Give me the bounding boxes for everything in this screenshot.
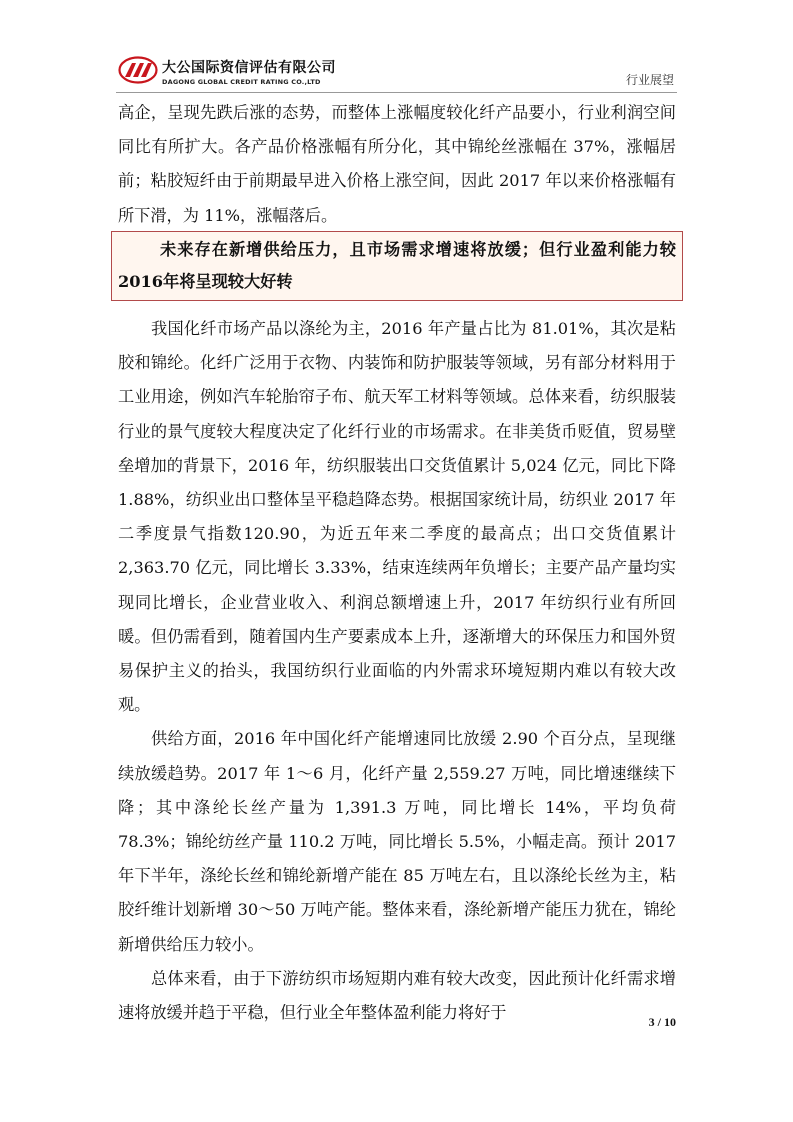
main-body (118, 312, 676, 1030)
company-name-cn: 大公国际资信评估有限公司 (162, 60, 336, 76)
section-label: 行业展望 (625, 73, 674, 87)
intro-block (118, 96, 676, 233)
callout-heading: 未来存在新增供给压力，且市场需求增速将放缓；但行业盈利能力较2016年将呈现较大好转 (118, 240, 676, 291)
header-divider (116, 92, 677, 93)
dagong-logo-icon (118, 56, 158, 84)
company-brand (162, 57, 336, 86)
callout-box (111, 231, 683, 301)
company-name-en: DAGONG GLOBAL CREDIT RATING CO.,LTD (162, 78, 321, 86)
intro-paragraph: 高企，呈现先跌后涨的态势，而整体上涨幅度较化纤产品要小，行业利润空间同比有所扩大。各产品价格涨幅有所分化，其中锦纶丝涨幅在 37%，涨幅居前；粘胶短纤由于前期最早进入价格上涨空间，因此 2017 年以来价格涨幅有所下滑，为 11%，涨幅落后。 (118, 103, 676, 225)
paragraph-supply: 供给方面，2016 年中国化纤产能增速同比放缓 2.90 个百分点，呈现继续放缓趋势。2017 年 1～6 月，化纤产量 2,559.27 万吨，同比增速继续下降；其中涤纶长丝产量为 1,391.3 万吨，同比增长 14%，平均负荷 78.3%；锦纶纺丝产量 110.2 万吨，同比增长 5.5%，小幅走高。预计 2017 年下半年，涤纶长丝和锦纶新增产能在 85 万吨左右，且以涤纶长丝为主，粘胶纤维计划新增 30～50 万吨产能。整体来看，涤纶新增产能压力犹在，锦纶新增供给压力较小。 (118, 729, 676, 954)
page-number: 3 / 10 (648, 1015, 676, 1029)
paragraph-market-demand: 我国化纤市场产品以涤纶为主，2016 年产量占比为 81.01%，其次是粘胶和锦纶。化纤广泛用于衣物、内装饰和防护服装等领域，另有部分材料用于工业用途，例如汽车轮胎帘子布、航天军工材料等领域。总体来看，纺织服装行业的景气度较大程度决定了化纤行业的市场需求。在非美货币贬值，贸易壁垒增加的背景下，2016 年，纺织服装出口交货值累计 5,024 亿元，同比下降 1.88%，纺织业出口整体呈平稳趋降态势。根据国家统计局，纺织业 2017 年二季度景气指数120.90，为近五年来二季度的最高点；出口交货值累计 2,363.70 亿元，同比增长 3.33%，结束连续两年负增长；主要产品产量均实现同比增长，企业营业收入、利润总额增速上升，2017 年纺织行业有所回暖。但仍需看到，随着国内生产要素成本上升，逐渐增大的环保压力和国外贸易保护主义的抬头，我国纺织行业面临的内外需求环境短期内难以有较大改观。 (118, 319, 676, 715)
page-header (0, 0, 793, 96)
paragraph-summary: 总体来看，由于下游纺织市场短期内难有较大改变，因此预计化纤需求增速将放缓并趋于平稳，但行业全年整体盈利能力将好于 (118, 968, 676, 1023)
